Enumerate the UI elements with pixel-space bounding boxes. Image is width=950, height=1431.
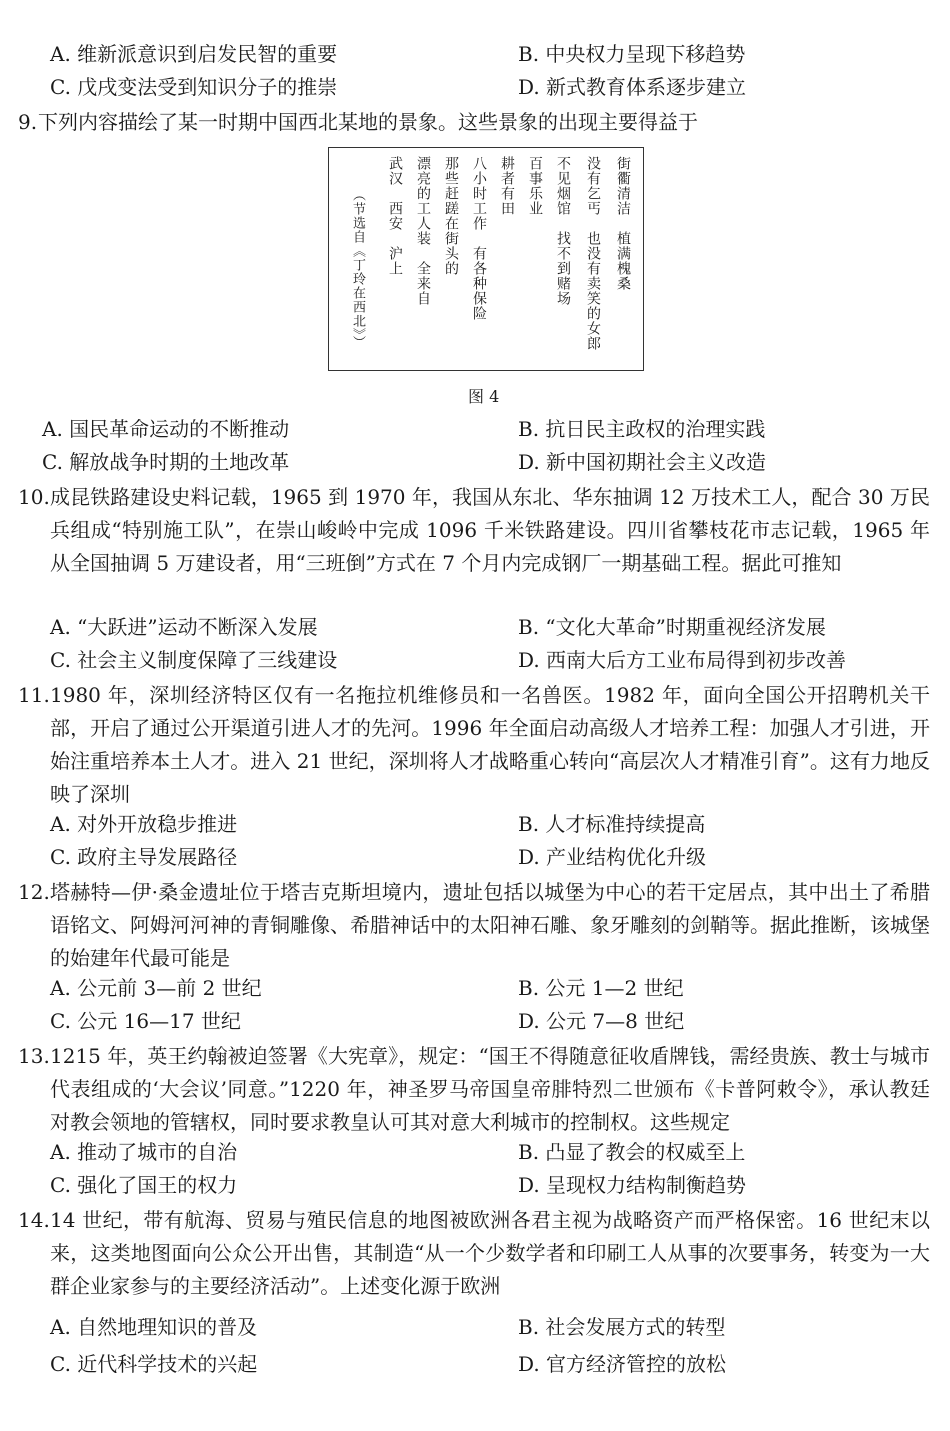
- figure-column-5: 耕者有田: [499, 156, 515, 216]
- q14-option-a[interactable]: A. 自然地理知识的普及: [50, 1315, 258, 1339]
- figure-column-9: 武汉 西安 沪上: [387, 156, 403, 276]
- option-top-d: D. 新式教育体系逐步建立: [518, 75, 747, 99]
- question-9-stem: 下列内容描绘了某一时期中国西北某地的景象。这些景象的出现主要得益于: [38, 110, 698, 134]
- figure-column-2: 没有乞丐 也没有卖笑的女郎: [585, 156, 601, 351]
- q11-option-a[interactable]: A. 对外开放稳步推进: [50, 812, 238, 836]
- question-13-number: 13.: [18, 1044, 50, 1068]
- q11-option-c[interactable]: C. 政府主导发展路径: [50, 845, 238, 869]
- question-12-stem: 塔赫特—伊·桑金遗址位于塔吉克斯坦境内，遗址包括以城堡为中心的若干定居点，其中出土了希腊语铭文、阿姆河河神的青铜雕像、希腊神话中的太阳神石雕、象牙雕刻的剑鞘等。据此推断，该城堡的始建年代最可能是: [50, 880, 930, 970]
- q12-option-a[interactable]: A. 公元前 3—前 2 世纪: [50, 976, 262, 1000]
- option-top-c: C. 戊戌变法受到知识分子的推崇: [50, 75, 338, 99]
- q12-option-d[interactable]: D. 公元 7—8 世纪: [518, 1009, 685, 1033]
- q10-option-b[interactable]: B. “文化大革命”时期重视经济发展: [518, 615, 826, 639]
- q11-option-d[interactable]: D. 产业结构优化升级: [518, 845, 707, 869]
- q11-option-b[interactable]: B. 人才标准持续提高: [518, 812, 706, 836]
- q13-option-d[interactable]: D. 呈现权力结构制衡趋势: [518, 1173, 747, 1197]
- q10-option-c[interactable]: C. 社会主义制度保障了三线建设: [50, 648, 338, 672]
- q10-option-a[interactable]: A. “大跃进”运动不断深入发展: [50, 615, 318, 639]
- q14-option-b[interactable]: B. 社会发展方式的转型: [518, 1315, 726, 1339]
- question-10-stem: 成昆铁路建设史料记载，1965 到 1970 年，我国从东北、华东抽调 12 万技术工人，配合 30 万民兵组成“特别施工队”，在崇山峻岭中完成 1096 千米铁路建设。四川省攀枝花市志记载，1965 年从全国抽调 5 万建设者，用“三班倒”方式在 7 个月内完成钢厂一期基础工程。据此可推知: [50, 485, 930, 575]
- q13-option-c[interactable]: C. 强化了国王的权力: [50, 1173, 238, 1197]
- q13-option-b[interactable]: B. 凸显了教会的权威至上: [518, 1140, 746, 1164]
- question-11-number: 11.: [18, 683, 50, 707]
- option-top-a: A. 维新派意识到启发民智的重要: [50, 42, 338, 66]
- q13-option-a[interactable]: A. 推动了城市的自治: [50, 1140, 238, 1164]
- q14-option-c[interactable]: C. 近代科学技术的兴起: [50, 1352, 258, 1376]
- question-14-number: 14.: [18, 1208, 50, 1232]
- q12-option-c[interactable]: C. 公元 16—17 世纪: [50, 1009, 241, 1033]
- q9-option-d[interactable]: D. 新中国初期社会主义改造: [518, 450, 767, 474]
- option-top-b: B. 中央权力呈现下移趋势: [518, 42, 746, 66]
- figure-4-box: [328, 147, 644, 371]
- question-14-stem: 14 世纪，带有航海、贸易与殖民信息的地图被欧洲各君主视为战略资产而严格保密。16 世纪末以来，这类地图面向公众公开出售，其制造“从一个少数学者和印刷工人从事的次要事务，转变为一大群企业家参与的主要经济活动”。上述变化源于欧洲: [50, 1208, 930, 1298]
- figure-column-6: 八小时工作 有各种保险: [471, 156, 487, 321]
- figure-source-note: （节选自《丁玲在西北》）: [350, 188, 365, 350]
- q12-option-b[interactable]: B. 公元 1—2 世纪: [518, 976, 684, 1000]
- q9-option-b[interactable]: B. 抗日民主政权的治理实践: [518, 417, 766, 441]
- question-11-stem: 1980 年，深圳经济特区仅有一名拖拉机维修员和一名兽医。1982 年，面向全国公开招聘机关干部，开启了通过公开渠道引进人才的先河。1996 年全面启动高级人才培养工程：加强人才引进，开始注重培养本土人才。进入 21 世纪，深圳将人才战略重心转向“高层次人才精准引育”。这有力地反映了深圳: [50, 683, 930, 806]
- q9-option-c[interactable]: C. 解放战争时期的土地改革: [42, 450, 290, 474]
- question-9-number: 9.: [18, 110, 38, 134]
- figure-4-caption: 图 4: [468, 387, 500, 406]
- figure-column-1: 街衢清洁 植满槐桑: [615, 156, 631, 291]
- figure-column-3: 不见烟馆 找不到赌场: [555, 156, 571, 306]
- figure-column-7: 那些赶蹉在街头的: [443, 156, 459, 276]
- q14-option-d[interactable]: D. 官方经济管控的放松: [518, 1352, 727, 1376]
- figure-column-4: 百事乐业: [527, 156, 543, 216]
- figure-column-8: 漂亮的工人装 全来自: [415, 156, 431, 306]
- question-12-number: 12.: [18, 880, 50, 904]
- question-10-number: 10.: [18, 485, 50, 509]
- q10-option-d[interactable]: D. 西南大后方工业布局得到初步改善: [518, 648, 847, 672]
- q9-option-a[interactable]: A. 国民革命运动的不断推动: [42, 417, 290, 441]
- question-13-stem: 1215 年，英王约翰被迫签署《大宪章》，规定：“国王不得随意征收盾牌钱，需经贵族、教士与城市代表组成的‘大会议’同意。”1220 年，神圣罗马帝国皇帝腓特烈二世颁布《卡普阿敕令》，承认教廷对教会领地的管辖权，同时要求教皇认可其对意大利城市的控制权。这些规定: [50, 1044, 930, 1134]
